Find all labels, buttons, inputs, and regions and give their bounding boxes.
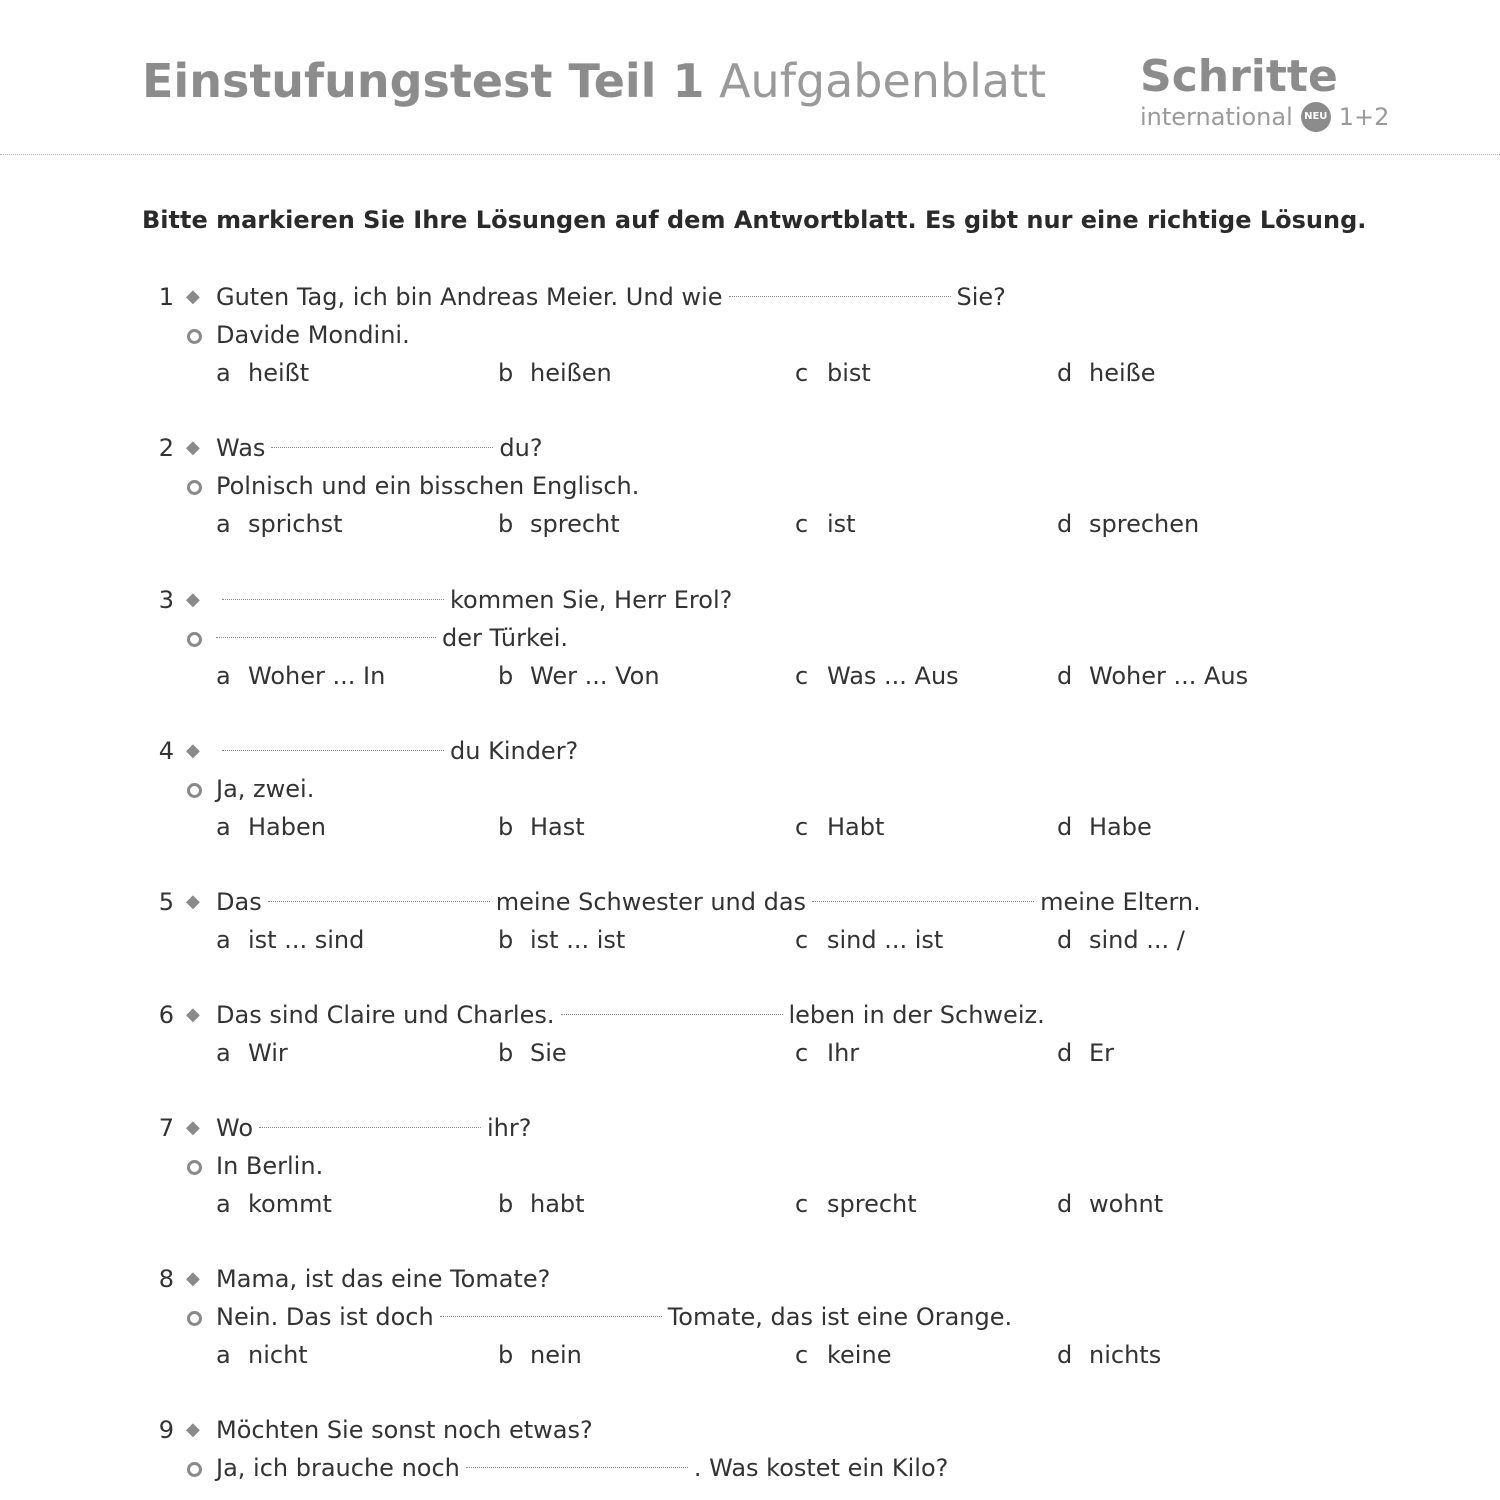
question-1 [0,278,1500,392]
option-c: c Ihr [795,1039,860,1067]
response-text: Davide Mondini. [216,321,410,349]
option-a: a heißt [216,359,310,387]
circle-icon [187,632,202,647]
option-c: c sprecht [795,1190,917,1218]
option-d: d wohnt [1057,1190,1164,1218]
option-d: d Habe [1057,813,1152,841]
answer-blank [440,1315,662,1317]
question-number: 1 [158,283,174,311]
circle-icon [187,480,202,495]
question-number: 4 [158,737,174,765]
response-text: Nein. Das ist doch Tomate, das ist eine Orange. [216,1303,1013,1331]
option-b: b Sie [498,1039,567,1067]
option-a: a Haben [216,813,326,841]
answer-blank [222,749,444,751]
circle-icon [187,1462,202,1477]
diamond-icon: ◆ [186,1004,200,1025]
circle-icon [187,329,202,344]
question-text: kommen Sie, Herr Erol? [216,581,732,619]
header-divider [0,154,1500,155]
diamond-icon: ◆ [186,1117,200,1138]
brand-levels: 1+2 [1338,103,1390,132]
brand-logo [1140,51,1390,132]
option-b: b ist ... ist [498,926,626,954]
question-7 [0,1109,1500,1223]
question-text: du Kinder? [216,732,578,770]
option-a: a Wir [216,1039,288,1067]
neu-badge: NEU [1301,102,1331,132]
question-text: Mama, ist das eine Tomate? [216,1265,551,1293]
option-c: c bist [795,359,871,387]
response-text: In Berlin. [216,1152,324,1180]
question-3 [0,581,1500,695]
page-title [142,54,1046,108]
answer-blank [561,1013,783,1015]
option-a: a nicht [216,1341,308,1369]
option-b: b nein [498,1341,582,1369]
question-text: Das meine Schwester und das meine Eltern. [216,888,1201,916]
diamond-icon: ◆ [186,891,200,912]
question-number: 6 [158,1001,174,1029]
diamond-icon: ◆ [186,437,200,458]
option-d: d Woher ... Aus [1057,662,1249,690]
option-c: c sind ... ist [795,926,944,954]
option-c: c keine [795,1341,892,1369]
question-number: 9 [158,1416,174,1444]
question-8 [0,1260,1500,1374]
answer-options [0,921,1500,959]
answer-options [0,505,1500,543]
question-5 [0,883,1500,959]
question-text: Das sind Claire und Charles. leben in der Schweiz. [216,1001,1045,1029]
answer-options [0,657,1500,695]
question-4 [0,732,1500,846]
option-d: d Er [1057,1039,1115,1067]
response-text: Ja, zwei. [216,775,315,803]
circle-icon [187,1160,202,1175]
answer-options [0,1034,1500,1072]
question-number: 3 [158,586,174,614]
option-a: a sprichst [216,510,343,538]
option-a: a kommt [216,1190,332,1218]
answer-blank [729,295,951,297]
option-b: b heißen [498,359,612,387]
response-text: Polnisch und ein bisschen Englisch. [216,472,640,500]
answer-blank [216,636,436,638]
answer-options [0,354,1500,392]
question-9 [0,1411,1500,1487]
option-b: b Hast [498,813,585,841]
option-a: a ist ... sind [216,926,365,954]
title-bold: Einstufungstest Teil 1 [142,54,705,108]
diamond-icon: ◆ [186,589,200,610]
response-text: der Türkei. [216,619,568,657]
answer-blank [268,900,490,902]
instructions: Bitte markieren Sie Ihre Lösungen auf dem Antwortblatt. Es gibt nur eine richtige Lösung. [142,206,1367,234]
option-c: c Was ... Aus [795,662,959,690]
brand-sub-text: international [1140,103,1293,132]
option-d: d sind ... / [1057,926,1185,954]
answer-blank [222,598,444,600]
brand-name: Schritte [1140,51,1338,102]
diamond-icon: ◆ [186,286,200,307]
option-b: b Wer ... Von [498,662,660,690]
question-6 [0,996,1500,1072]
answer-blank [466,1466,688,1468]
question-2 [0,429,1500,543]
answer-options [0,1336,1500,1374]
question-text: Wo ihr? [216,1114,532,1142]
answer-blank [271,446,493,448]
title-light: Aufgabenblatt [719,54,1047,108]
answer-blank [259,1126,481,1128]
question-number: 2 [158,434,174,462]
option-d: d sprechen [1057,510,1200,538]
diamond-icon: ◆ [186,1419,200,1440]
response-text: Ja, ich brauche noch . Was kostet ein Kilo? [216,1454,949,1482]
option-d: d nichts [1057,1341,1162,1369]
option-d: d heiße [1057,359,1156,387]
question-text: Möchten Sie sonst noch etwas? [216,1416,593,1444]
question-number: 7 [158,1114,174,1142]
option-a: a Woher ... In [216,662,386,690]
option-c: c Habt [795,813,885,841]
circle-icon [187,783,202,798]
answer-options [0,1185,1500,1223]
answer-blank [812,900,1034,902]
question-text: Was du? [216,434,543,462]
circle-icon [187,1311,202,1326]
diamond-icon: ◆ [186,1268,200,1289]
question-text: Guten Tag, ich bin Andreas Meier. Und wie Sie? [216,283,1006,311]
option-b: b sprecht [498,510,620,538]
question-number: 8 [158,1265,174,1293]
brand-subtitle [1140,102,1389,132]
answer-options [0,808,1500,846]
diamond-icon: ◆ [186,740,200,761]
question-number: 5 [158,888,174,916]
option-c: c ist [795,510,856,538]
option-b: b habt [498,1190,585,1218]
